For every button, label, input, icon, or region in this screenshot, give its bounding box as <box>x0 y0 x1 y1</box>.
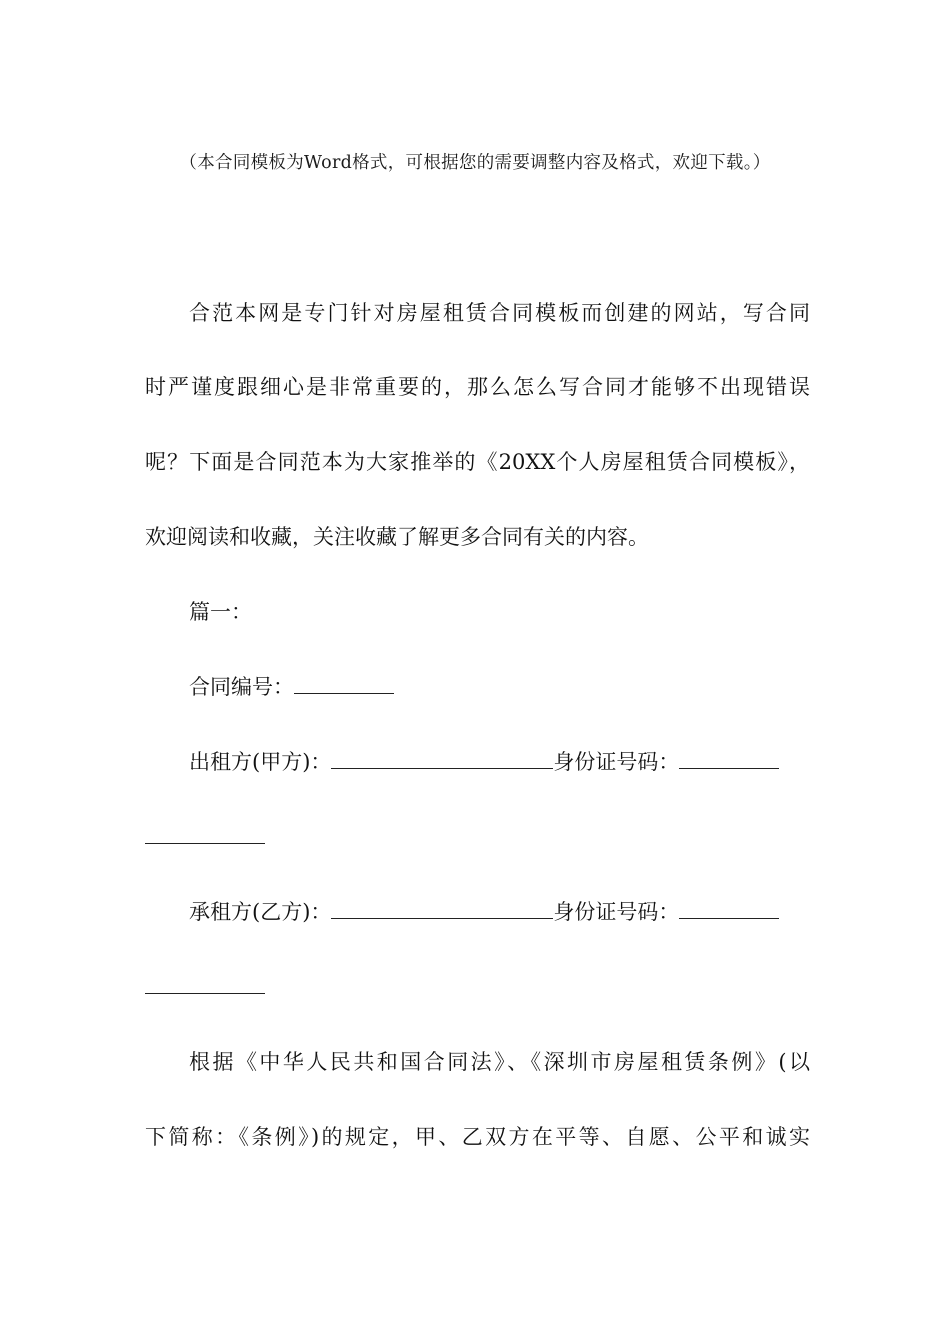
intro-line-4: 欢迎阅读和收藏，关注收藏了解更多合同有关的内容。 <box>145 525 649 549</box>
lessor-name-blank <box>331 748 553 769</box>
lessor-row <box>189 747 810 777</box>
lessee-row <box>189 897 810 927</box>
body-line-2: 下简称：《条例》)的规定，甲、乙双方在平等、自愿、公平和诚实 <box>145 1125 810 1149</box>
lessee-id-blank-continued <box>145 973 265 994</box>
lessor-id-continuation <box>145 822 810 852</box>
section-title: 篇一： <box>189 600 252 624</box>
lessor-id-label: 身份证号码： <box>553 750 680 774</box>
intro-line-1: 合范本网是专门针对房屋租赁合同模板而创建的网站，写合同 <box>189 301 810 325</box>
contract-number-row <box>189 672 810 702</box>
template-note: （本合同模板为Word格式，可根据您的需要调整内容及格式，欢迎下载。） <box>179 153 771 173</box>
lessee-id-continuation <box>145 972 810 1002</box>
lessor-label: 出租方(甲方)： <box>189 750 332 774</box>
intro-line-2: 时严谨度跟细心是非常重要的，那么怎么写合同才能够不出现错误 <box>145 375 810 399</box>
lessee-id-label: 身份证号码： <box>553 900 680 924</box>
lessee-name-blank <box>331 898 553 919</box>
lessee-label: 承租方(乙方)： <box>189 900 332 924</box>
lessor-id-blank <box>679 748 779 769</box>
contract-number-label: 合同编号： <box>189 675 294 699</box>
contract-number-blank <box>294 673 394 694</box>
lessee-id-blank <box>679 898 779 919</box>
lessor-id-blank-continued <box>145 823 265 844</box>
body-line-1: 根据《中华人民共和国合同法》、《深圳市房屋租赁条例》(以 <box>189 1050 810 1074</box>
intro-line-3: 呢？下面是合同范本为大家推举的《20XX个人房屋租赁合同模板》， <box>145 450 810 474</box>
